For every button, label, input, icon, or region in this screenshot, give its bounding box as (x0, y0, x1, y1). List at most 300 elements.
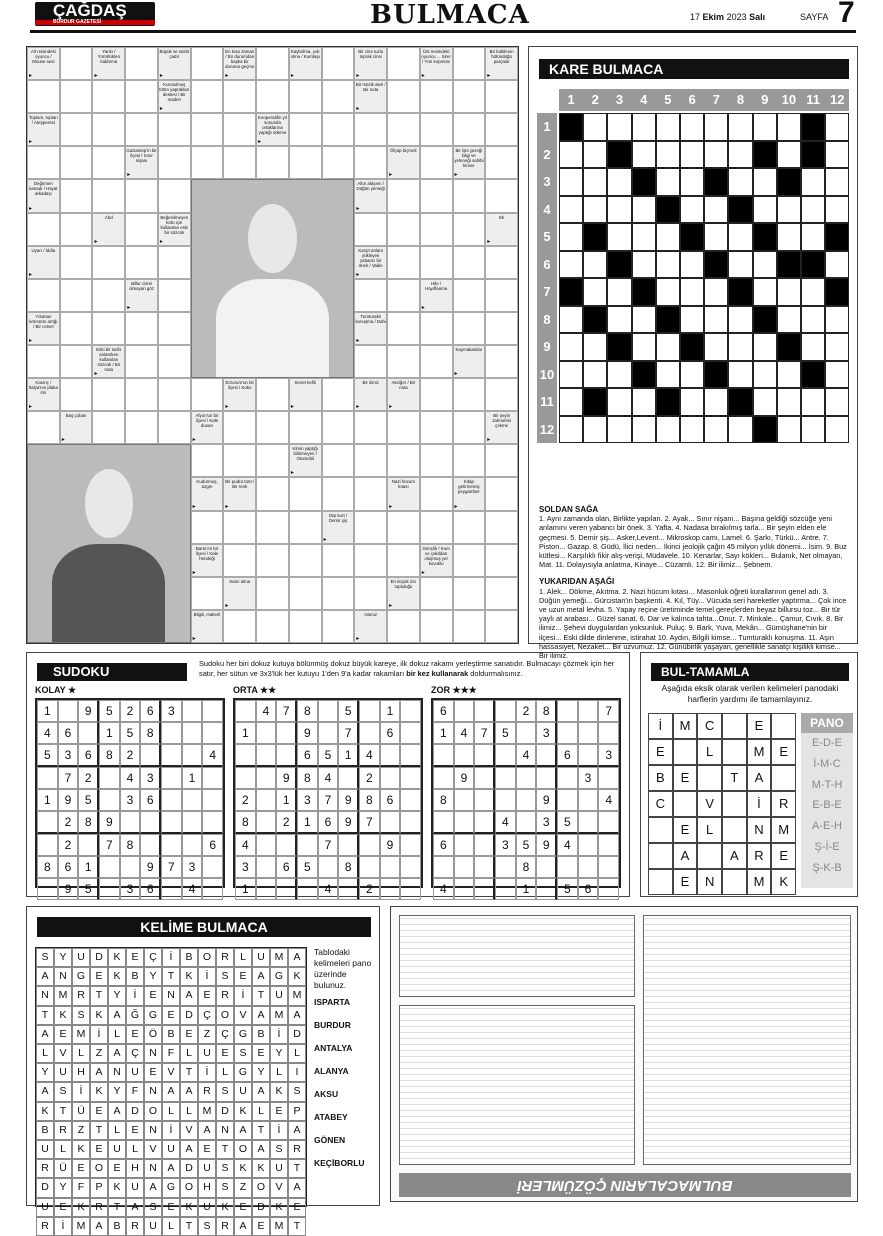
word-search-cell[interactable]: U (126, 1178, 144, 1197)
sudoku-cell[interactable] (400, 700, 421, 722)
sudoku-cell[interactable]: 7 (58, 767, 79, 789)
bul-tamamla-cell[interactable]: R (747, 843, 772, 869)
sudoku-cell[interactable]: 2 (359, 767, 380, 789)
sudoku-cell[interactable]: 9 (58, 878, 79, 900)
word-search-cell[interactable]: N (144, 1044, 162, 1063)
kare-cell[interactable] (680, 168, 704, 196)
word-search-cell[interactable]: E (234, 1198, 252, 1217)
sudoku-cell[interactable] (120, 811, 141, 834)
crossword-cell[interactable] (420, 577, 453, 610)
sudoku-cell[interactable]: 3 (120, 789, 141, 811)
crossword-cell[interactable] (485, 146, 518, 179)
word-search-cell[interactable]: E (90, 967, 108, 986)
sudoku-cell[interactable]: 9 (297, 722, 318, 744)
sudoku-cell[interactable]: 8 (120, 834, 141, 856)
crossword-cell[interactable] (158, 279, 191, 312)
word-search-cell[interactable]: D (90, 948, 108, 967)
kare-cell[interactable] (559, 168, 583, 196)
word-search-cell[interactable]: A (108, 1044, 126, 1063)
kare-cell[interactable] (559, 306, 583, 334)
crossword-cell[interactable] (289, 411, 322, 444)
crossword-cell[interactable] (453, 279, 486, 312)
word-search-cell[interactable]: M (270, 1006, 288, 1025)
word-search-cell[interactable]: Y (36, 1063, 54, 1082)
sudoku-cell[interactable] (318, 722, 339, 744)
word-search-cell[interactable]: D (288, 1025, 306, 1044)
word-search-cell[interactable]: G (234, 1025, 252, 1044)
sudoku-cell[interactable]: 6 (58, 722, 79, 744)
word-search-cell[interactable]: U (198, 1159, 216, 1178)
kare-cell[interactable] (825, 141, 849, 169)
word-search-cell[interactable]: K (72, 1140, 90, 1159)
sudoku-cell[interactable] (516, 789, 537, 811)
sudoku-cell[interactable]: 8 (99, 744, 120, 767)
sudoku-cell[interactable] (202, 856, 223, 878)
sudoku-cell[interactable]: 7 (474, 722, 495, 744)
sudoku-cell[interactable]: 6 (140, 789, 161, 811)
word-search-cell[interactable]: L (36, 1044, 54, 1063)
word-search-cell[interactable]: Ü (72, 1102, 90, 1121)
sudoku-cell[interactable] (598, 811, 619, 834)
word-search-cell[interactable]: U (126, 1063, 144, 1082)
sudoku-cell[interactable] (557, 767, 578, 789)
sudoku-cell[interactable]: 5 (78, 789, 99, 811)
word-search-cell[interactable]: U (36, 1198, 54, 1217)
sudoku-cell[interactable] (474, 700, 495, 722)
crossword-cell[interactable] (354, 279, 387, 312)
sudoku-cell[interactable] (182, 722, 203, 744)
crossword-cell[interactable] (125, 345, 158, 378)
word-search-cell[interactable]: S (198, 1217, 216, 1236)
word-search-cell[interactable]: S (234, 1044, 252, 1063)
word-search-cell[interactable]: T (90, 986, 108, 1005)
kare-cell[interactable] (753, 196, 777, 224)
word-search-cell[interactable]: D (252, 1198, 270, 1217)
word-search-cell[interactable]: U (270, 1159, 288, 1178)
crossword-cell[interactable] (191, 378, 224, 411)
crossword-cell[interactable] (420, 213, 453, 246)
sudoku-cell[interactable]: 1 (99, 722, 120, 744)
bul-tamamla-cell[interactable] (697, 765, 722, 791)
word-search-cell[interactable]: İ (198, 1063, 216, 1082)
crossword-cell[interactable] (191, 444, 224, 477)
word-search-cell[interactable]: V (270, 1178, 288, 1197)
crossword-cell[interactable] (354, 477, 387, 510)
kare-cell[interactable] (728, 168, 752, 196)
crossword-cell[interactable] (256, 610, 289, 643)
sudoku-cell[interactable] (202, 722, 223, 744)
crossword-cell[interactable] (27, 279, 60, 312)
word-search-cell[interactable]: İ (126, 986, 144, 1005)
crossword-cell[interactable] (485, 577, 518, 610)
word-search-cell[interactable]: T (90, 1121, 108, 1140)
crossword-cell[interactable] (420, 345, 453, 378)
sudoku-cell[interactable]: 3 (536, 722, 557, 744)
crossword-cell[interactable] (453, 80, 486, 113)
sudoku-cell[interactable] (359, 834, 380, 856)
crossword-cell[interactable] (354, 113, 387, 146)
kare-cell[interactable] (680, 361, 704, 389)
word-search-cell[interactable]: L (108, 1025, 126, 1044)
sudoku-cell[interactable]: 8 (433, 789, 454, 811)
crossword-cell[interactable] (125, 80, 158, 113)
crossword-cell[interactable] (354, 444, 387, 477)
word-search-cell[interactable]: K (72, 1198, 90, 1217)
word-search-cell[interactable]: Ü (54, 1159, 72, 1178)
word-search-cell[interactable]: Y (108, 986, 126, 1005)
bul-tamamla-cell[interactable]: İ (648, 713, 673, 739)
sudoku-cell[interactable] (202, 789, 223, 811)
word-search-cell[interactable]: Ç (216, 1025, 234, 1044)
sudoku-cell[interactable] (495, 744, 516, 767)
sudoku-cell[interactable] (202, 811, 223, 834)
sudoku-cell[interactable] (454, 789, 475, 811)
crossword-cell[interactable] (60, 312, 93, 345)
crossword-cell[interactable] (223, 411, 256, 444)
sudoku-cell[interactable]: 6 (276, 856, 297, 878)
bul-tamamla-cell[interactable]: M (747, 739, 772, 765)
word-search-cell[interactable]: E (252, 1044, 270, 1063)
bul-tamamla-cell[interactable] (722, 739, 747, 765)
sudoku-cell[interactable] (120, 856, 141, 878)
bul-tamamla-cell[interactable] (771, 713, 796, 739)
bul-tamamla-cell[interactable]: M (771, 817, 796, 843)
kare-cell[interactable] (559, 196, 583, 224)
sudoku-cell[interactable] (557, 789, 578, 811)
crossword-cell[interactable] (256, 411, 289, 444)
bul-tamamla-cell[interactable]: E (771, 739, 796, 765)
kare-cell[interactable] (632, 388, 656, 416)
sudoku-cell[interactable]: 4 (516, 744, 537, 767)
word-search-cell[interactable]: K (270, 1082, 288, 1101)
word-search-cell[interactable]: A (108, 1006, 126, 1025)
word-search-cell[interactable]: A (180, 986, 198, 1005)
kare-cell[interactable] (704, 223, 728, 251)
sudoku-cell[interactable] (454, 700, 475, 722)
sudoku-cell[interactable]: 4 (202, 744, 223, 767)
bul-tamamla-cell[interactable]: E (673, 765, 698, 791)
crossword-cell[interactable] (191, 47, 224, 80)
sudoku-cell[interactable] (495, 856, 516, 878)
word-search-cell[interactable]: Z (234, 1178, 252, 1197)
crossword-cell[interactable] (256, 80, 289, 113)
sudoku-cell[interactable] (140, 834, 161, 856)
crossword-cell[interactable] (60, 113, 93, 146)
sudoku-cell[interactable] (380, 767, 401, 789)
sudoku-cell[interactable] (536, 878, 557, 900)
word-search-cell[interactable]: E (90, 1140, 108, 1159)
kare-cell[interactable] (704, 196, 728, 224)
word-search-cell[interactable]: M (54, 986, 72, 1005)
sudoku-cell[interactable]: 9 (338, 789, 359, 811)
sudoku-cell[interactable] (297, 878, 318, 900)
kare-cell[interactable] (607, 306, 631, 334)
sudoku-cell[interactable]: 7 (359, 811, 380, 834)
sudoku-cell[interactable]: 5 (516, 834, 537, 856)
word-search-cell[interactable]: E (108, 1159, 126, 1178)
sudoku-cell[interactable] (256, 856, 277, 878)
word-search-cell[interactable]: R (288, 1140, 306, 1159)
sudoku-cell[interactable] (256, 878, 277, 900)
kare-cell[interactable] (777, 388, 801, 416)
sudoku-cell[interactable]: 7 (318, 834, 339, 856)
crossword-cell[interactable] (223, 511, 256, 544)
sudoku-cell[interactable] (182, 789, 203, 811)
sudoku-cell[interactable]: 2 (58, 811, 79, 834)
sudoku-cell[interactable] (182, 834, 203, 856)
word-search-cell[interactable]: A (36, 1082, 54, 1101)
kare-cell[interactable] (801, 333, 825, 361)
kare-grid[interactable] (537, 89, 855, 487)
sudoku-cell[interactable] (578, 811, 599, 834)
kare-cell[interactable] (656, 416, 680, 444)
kare-cell[interactable] (801, 306, 825, 334)
sudoku-cell[interactable] (516, 722, 537, 744)
sudoku-cell[interactable] (400, 767, 421, 789)
kare-cell[interactable] (753, 168, 777, 196)
sudoku-cell[interactable]: 8 (78, 811, 99, 834)
word-search-cell[interactable]: T (180, 1063, 198, 1082)
word-search-cell[interactable]: U (270, 986, 288, 1005)
word-search-cell[interactable]: R (216, 986, 234, 1005)
sudoku-cell[interactable] (516, 767, 537, 789)
kare-cell[interactable] (680, 251, 704, 279)
word-search-cell[interactable]: U (234, 1082, 252, 1101)
sudoku-cell[interactable]: 6 (140, 878, 161, 900)
sudoku-cell[interactable]: 1 (235, 722, 256, 744)
crossword-cell[interactable] (420, 378, 453, 411)
kare-cell[interactable] (632, 196, 656, 224)
word-search-cell[interactable]: E (126, 1025, 144, 1044)
sudoku-cell[interactable]: 8 (235, 811, 256, 834)
kare-cell[interactable] (656, 223, 680, 251)
word-search-cell[interactable]: H (198, 1178, 216, 1197)
word-search-cell[interactable]: R (54, 1121, 72, 1140)
word-search-cell[interactable]: Z (72, 1121, 90, 1140)
word-search-cell[interactable]: R (126, 1217, 144, 1236)
bul-tamamla-cell[interactable] (648, 843, 673, 869)
crossword-cell[interactable] (158, 411, 191, 444)
word-search-cell[interactable]: K (234, 1159, 252, 1178)
sudoku-cell[interactable] (598, 767, 619, 789)
word-search-cell[interactable]: S (216, 1082, 234, 1101)
sudoku-cell[interactable] (598, 834, 619, 856)
crossword-cell[interactable] (191, 577, 224, 610)
word-search-cell[interactable]: A (36, 1025, 54, 1044)
crossword-cell[interactable] (92, 146, 125, 179)
crossword-cell[interactable] (485, 246, 518, 279)
word-search-cell[interactable]: T (252, 986, 270, 1005)
bul-tamamla-grid[interactable] (648, 713, 796, 888)
kare-cell[interactable] (728, 306, 752, 334)
kare-cell[interactable] (607, 388, 631, 416)
sudoku-cell[interactable]: 6 (380, 722, 401, 744)
crossword-cell[interactable] (289, 80, 322, 113)
crossword-cell[interactable] (256, 146, 289, 179)
kare-cell[interactable] (607, 196, 631, 224)
sudoku-cell[interactable] (454, 811, 475, 834)
sudoku-grid-hard[interactable] (431, 698, 621, 896)
kare-cell[interactable] (607, 361, 631, 389)
crossword-cell[interactable] (420, 511, 453, 544)
sudoku-cell[interactable] (380, 878, 401, 900)
sudoku-cell[interactable] (536, 856, 557, 878)
word-search-cell[interactable]: V (54, 1044, 72, 1063)
sudoku-cell[interactable]: 1 (380, 700, 401, 722)
crossword-cell[interactable] (485, 80, 518, 113)
sudoku-cell[interactable]: 8 (37, 856, 58, 878)
word-search-cell[interactable]: E (54, 1025, 72, 1044)
word-search-cell[interactable]: U (54, 1063, 72, 1082)
word-search-cell[interactable]: B (180, 948, 198, 967)
word-search-cell[interactable]: K (180, 1198, 198, 1217)
crossword-cell[interactable] (485, 477, 518, 510)
word-search-cell[interactable]: L (288, 1044, 306, 1063)
sudoku-cell[interactable]: 3 (182, 856, 203, 878)
crossword-cell[interactable] (453, 47, 486, 80)
word-search-cell[interactable]: S (36, 948, 54, 967)
kare-cell[interactable] (753, 388, 777, 416)
word-search-cell[interactable]: U (144, 1217, 162, 1236)
kare-cell[interactable] (728, 361, 752, 389)
sudoku-cell[interactable]: 2 (120, 700, 141, 722)
sudoku-cell[interactable]: 2 (120, 744, 141, 767)
word-search-cell[interactable]: B (252, 1025, 270, 1044)
kare-cell[interactable] (728, 223, 752, 251)
kare-cell[interactable] (801, 168, 825, 196)
word-search-cell[interactable]: T (108, 1198, 126, 1217)
crossword-cell[interactable] (387, 411, 420, 444)
sudoku-cell[interactable]: 4 (235, 834, 256, 856)
sudoku-cell[interactable] (318, 700, 339, 722)
word-search-cell[interactable]: E (126, 948, 144, 967)
word-search-cell[interactable]: İ (270, 1025, 288, 1044)
crossword-cell[interactable] (453, 544, 486, 577)
sudoku-cell[interactable] (182, 744, 203, 767)
crossword-cell[interactable] (60, 179, 93, 212)
kare-cell[interactable] (559, 333, 583, 361)
bul-tamamla-cell[interactable]: M (673, 713, 698, 739)
kare-cell[interactable] (777, 278, 801, 306)
sudoku-cell[interactable] (495, 767, 516, 789)
crossword-cell[interactable] (125, 47, 158, 80)
bul-tamamla-cell[interactable]: A (747, 765, 772, 791)
sudoku-cell[interactable] (474, 878, 495, 900)
kare-cell[interactable] (825, 196, 849, 224)
word-search-cell[interactable]: O (198, 948, 216, 967)
crossword-cell[interactable] (223, 146, 256, 179)
sudoku-cell[interactable]: 3 (297, 789, 318, 811)
sudoku-cell[interactable] (400, 856, 421, 878)
word-search-cell[interactable]: İ (90, 1025, 108, 1044)
word-search-cell[interactable]: R (216, 948, 234, 967)
kare-cell[interactable] (801, 388, 825, 416)
kare-cell[interactable] (728, 113, 752, 141)
crossword-cell[interactable] (420, 477, 453, 510)
word-search-cell[interactable]: B (162, 1025, 180, 1044)
kare-cell[interactable] (680, 416, 704, 444)
kare-cell[interactable] (632, 223, 656, 251)
kare-cell[interactable] (753, 251, 777, 279)
sudoku-cell[interactable] (140, 744, 161, 767)
kare-cell[interactable] (825, 251, 849, 279)
sudoku-cell[interactable] (161, 767, 182, 789)
word-search-cell[interactable]: R (36, 1159, 54, 1178)
word-search-cell[interactable]: T (288, 1159, 306, 1178)
kare-cell[interactable] (680, 141, 704, 169)
sudoku-cell[interactable] (182, 700, 203, 722)
crossword-cell[interactable] (485, 610, 518, 643)
crossword-cell[interactable] (158, 179, 191, 212)
word-search-cell[interactable]: E (198, 986, 216, 1005)
kare-cell[interactable] (777, 223, 801, 251)
crossword-cell[interactable] (322, 378, 355, 411)
crossword-cell[interactable] (60, 47, 93, 80)
bul-tamamla-cell[interactable]: M (747, 869, 772, 895)
sudoku-cell[interactable] (474, 767, 495, 789)
sudoku-cell[interactable]: 8 (536, 700, 557, 722)
crossword-cell[interactable] (92, 411, 125, 444)
bul-tamamla-cell[interactable]: C (697, 713, 722, 739)
word-search-cell[interactable]: V (234, 1006, 252, 1025)
crossword-cell[interactable] (420, 610, 453, 643)
crossword-cell[interactable] (387, 179, 420, 212)
kare-cell[interactable] (680, 196, 704, 224)
sudoku-cell[interactable] (256, 767, 277, 789)
sudoku-cell[interactable]: 5 (99, 700, 120, 722)
word-search-cell[interactable]: S (270, 1140, 288, 1159)
crossword-cell[interactable] (387, 511, 420, 544)
sudoku-cell[interactable]: 6 (380, 789, 401, 811)
word-search-cell[interactable]: B (126, 967, 144, 986)
word-search-cell[interactable]: E (144, 986, 162, 1005)
word-search-cell[interactable]: E (162, 1006, 180, 1025)
sudoku-cell[interactable]: 9 (276, 767, 297, 789)
sudoku-cell[interactable]: 8 (516, 856, 537, 878)
sudoku-cell[interactable] (400, 744, 421, 767)
word-search-cell[interactable]: E (144, 1063, 162, 1082)
sudoku-cell[interactable] (256, 834, 277, 856)
kare-cell[interactable] (704, 333, 728, 361)
sudoku-cell[interactable] (359, 856, 380, 878)
word-search-cell[interactable]: K (108, 967, 126, 986)
crossword-cell[interactable] (354, 511, 387, 544)
sudoku-cell[interactable] (78, 834, 99, 856)
word-search-cell[interactable]: İ (270, 1121, 288, 1140)
crossword-cell[interactable] (92, 246, 125, 279)
sudoku-cell[interactable]: 6 (78, 744, 99, 767)
crossword-cell[interactable] (60, 146, 93, 179)
sudoku-cell[interactable] (235, 767, 256, 789)
sudoku-cell[interactable]: 6 (140, 700, 161, 722)
sudoku-cell[interactable] (256, 722, 277, 744)
sudoku-cell[interactable] (338, 878, 359, 900)
kare-cell[interactable] (728, 141, 752, 169)
word-search-cell[interactable]: Ç (198, 1006, 216, 1025)
kare-cell[interactable] (777, 306, 801, 334)
kare-cell[interactable] (801, 196, 825, 224)
word-search-cell[interactable]: D (126, 1102, 144, 1121)
sudoku-cell[interactable] (182, 811, 203, 834)
sudoku-cell[interactable] (380, 856, 401, 878)
word-search-cell[interactable]: O (144, 1102, 162, 1121)
word-search-cell[interactable]: L (234, 948, 252, 967)
word-search-cell[interactable]: A (108, 1102, 126, 1121)
sudoku-cell[interactable]: 7 (276, 700, 297, 722)
sudoku-cell[interactable] (454, 856, 475, 878)
sudoku-cell[interactable]: 4 (359, 744, 380, 767)
sudoku-cell[interactable] (318, 856, 339, 878)
